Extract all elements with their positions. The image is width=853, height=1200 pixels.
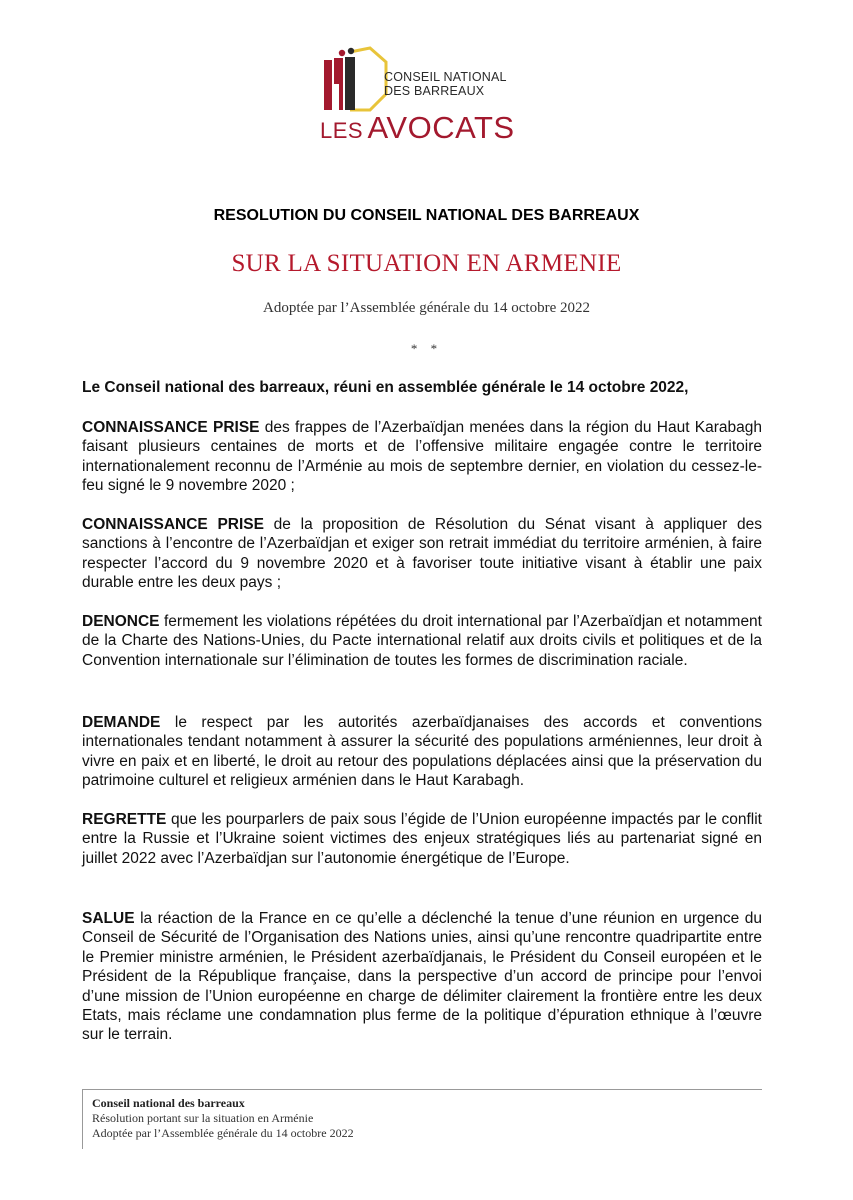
paragraph-lead: SALUE xyxy=(82,910,135,927)
adoption-date: Adoptée par l’Assemblée générale du 14 octobre 2022 xyxy=(263,300,590,316)
intro-line: Le Conseil national des barreaux, réuni en assemblée générale le 14 octobre 2022, xyxy=(82,379,689,396)
paragraph-connaissance-prise-1 xyxy=(82,418,762,496)
document-title: RESOLUTION DU CONSEIL NATIONAL DES BARREAUX xyxy=(213,207,640,224)
footer-adoption-date: Adoptée par l’Assemblée générale du 14 octobre 2022 xyxy=(92,1126,354,1140)
logo-les: LES xyxy=(320,118,364,143)
paragraph-lead: CONNAISSANCE PRISE xyxy=(82,516,264,533)
logo-wordmark xyxy=(320,112,515,143)
paragraph-connaissance-prise-2 xyxy=(82,515,762,593)
paragraph-text: le respect par les autorités azerbaïdjanaises des accords et conventions internationales tendant notamment à assurer la sécurité des populations arméniennes, leur droit à vivre en paix et en liberté, le droit au retour des populations déplacées ainsi que la préservation du patrimoine culturel et religieux arménien dans le Haut Karabagh. xyxy=(82,714,762,790)
logo-line-des-barreaux: DES BARREAUX xyxy=(384,84,485,98)
page-footer xyxy=(82,1089,762,1149)
paragraph-lead: DEMANDE xyxy=(82,714,161,731)
cnb-logo xyxy=(320,44,530,154)
paragraph-salue xyxy=(82,909,762,1045)
paragraph-regrette xyxy=(82,810,762,868)
footer-organization: Conseil national des barreaux xyxy=(92,1096,245,1110)
paragraph-lead: CONNAISSANCE PRISE xyxy=(82,419,260,436)
separator: * * xyxy=(410,341,443,356)
paragraph-text: de la proposition de Résolution du Sénat visant à appliquer des sanctions à l’encontre de l’Azerbaïdjan et exiger son retrait immédiat du territoire arménien, à faire respecter l’accord du 9 novembre 2020 et à favoriser toute initiative visant à établir une paix durable entre les deux pays ; xyxy=(82,516,762,592)
paragraph-lead: REGRETTE xyxy=(82,811,167,828)
logo-avocats: AVOCATS xyxy=(367,110,515,145)
footer-resolution-title: Résolution portant sur la situation en Arménie xyxy=(92,1111,314,1125)
document-subtitle: SUR LA SITUATION EN ARMENIE xyxy=(231,250,622,277)
paragraph-text: des frappes de l’Azerbaïdjan menées dans la région du Haut Karabagh faisant plusieurs centaines de morts et de l’offensive militaire engagée contre le territoire internationalement reconnu de l’Arménie au mois de septembre dernier, en violation du cessez-le-feu signé le 9 novembre 2020 ; xyxy=(82,419,762,495)
paragraph-text: fermement les violations répétées du droit international par l’Azerbaïdjan et notamment de la Charte des Nations-Unies, du Pacte international relatif aux droits civils et politiques et de la Convention internationale sur l’élimination de toutes les formes de discrimination raciale. xyxy=(82,613,762,669)
paragraph-lead: DENONCE xyxy=(82,613,160,630)
logo-line-conseil-national: CONSEIL NATIONAL xyxy=(384,70,507,84)
paragraph-demande xyxy=(82,713,762,791)
paragraph-text: la réaction de la France en ce qu’elle a déclenché la tenue d’une réunion en urgence du Conseil de Sécurité de l’Organisation des Nations unies, ainsi qu’une rencontre quadripartite entre le Premier ministre arménien, le Président azerbaïdjanais, le Président du Conseil européen et le Président de la République française, dans la perspective d’un accord de principe pour l’envoi d’une mission de l’Union européenne en charge de délimiter clairement la frontière entre les deux Etats, mais réclame une condamnation plus ferme de la politique d’épuration ethnique à l’œuvre sur le terrain. xyxy=(82,910,762,1044)
paragraph-text: que les pourparlers de paix sous l’égide de l’Union européenne impactés par le conflit entre la Russie et l’Ukraine soient victimes des enjeux stratégiques liés au partenariat signé en juillet 2022 avec l’Azerbaïdjan sur l’autonomie énergétique de l’Europe. xyxy=(82,811,762,867)
paragraph-denonce xyxy=(82,612,762,670)
